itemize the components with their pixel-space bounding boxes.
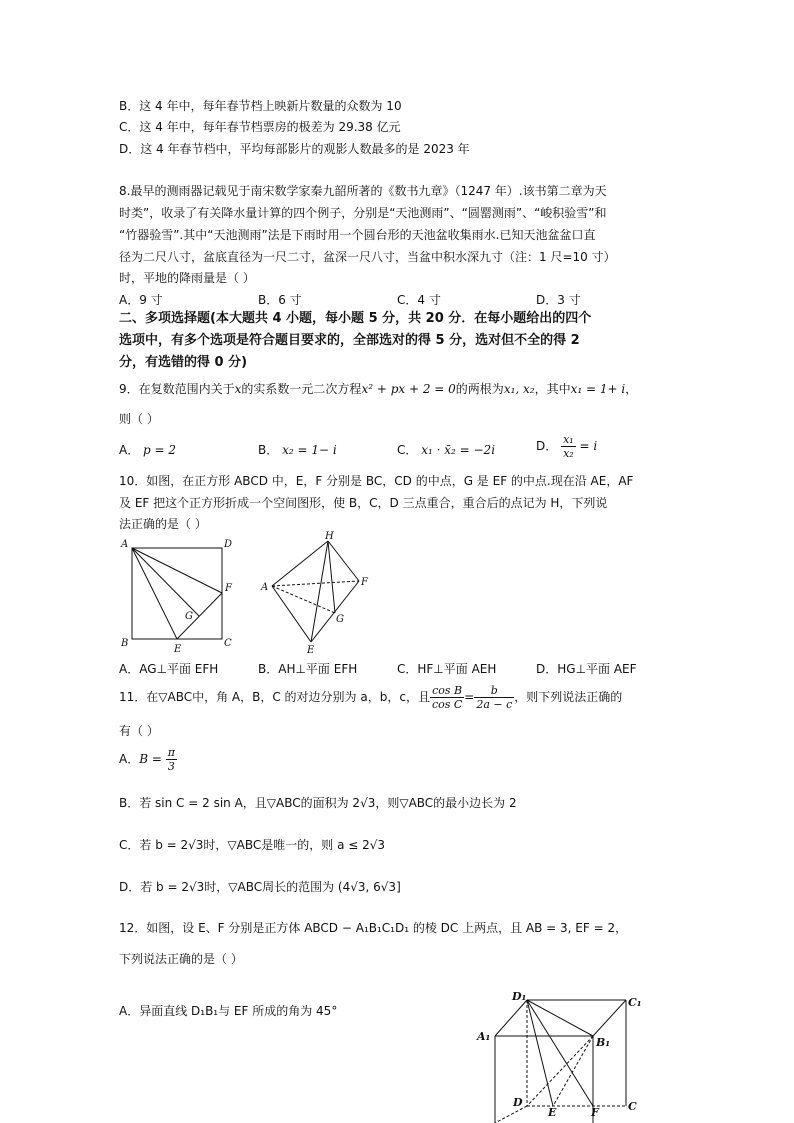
q9-equation: x² + px + 2 = 0 xyxy=(361,382,456,396)
q10-stem-line-1: 10．如图，在正方形 ABCD 中，E，F 分别是 BC，CD 的中点，G 是 EF 的中点.现在沿 AE，AF xyxy=(119,474,634,488)
label-a1: A₁ xyxy=(477,1030,491,1043)
label-c1: C₁ xyxy=(628,996,642,1009)
edge-d1a1 xyxy=(495,1000,527,1036)
q11-stem-line-2: 有（ ） xyxy=(119,724,159,738)
label-f2: F xyxy=(361,577,368,588)
label-f: F xyxy=(225,583,232,594)
segment-d1e xyxy=(527,1000,553,1106)
label-c: C xyxy=(224,638,232,649)
q9-stem-e: ， xyxy=(625,382,638,396)
q9-stem-line-2: 则（ ） xyxy=(119,412,159,426)
label-e: E xyxy=(548,1106,557,1119)
label-g2: G xyxy=(336,614,344,625)
q7-option-c: C．这 4 年中，每年春节档票房的极差为 29.38 亿元 xyxy=(119,120,401,134)
q11-frac1-denominator: cos C xyxy=(431,698,463,711)
q9-option-a xyxy=(119,441,176,459)
label-g: G xyxy=(185,611,193,622)
label-d1: D₁ xyxy=(512,990,527,1003)
segment-b1d-hidden xyxy=(527,1036,593,1106)
q9-option-d-label: D． xyxy=(536,439,558,453)
segment-d1b1 xyxy=(527,1000,593,1036)
q11-option-a-denominator: 3 xyxy=(167,760,175,773)
q11-option-c: C．若 b = 2√3时，▽ABC是唯一的，则 a ≤ 2√3 xyxy=(119,838,386,852)
q8-stem-line-3: “竹器验雪”.其中“天池测雨”法是下雨时用一个圆台形的天池盆收集雨水.已知天池盆盆口直 xyxy=(119,228,596,242)
label-b: B xyxy=(121,638,129,649)
q11-option-a-fraction xyxy=(166,746,177,773)
q12-cube-figure xyxy=(475,988,650,1123)
label-e: E xyxy=(174,644,182,653)
q11-stem-line-1 xyxy=(119,684,622,711)
q10-stem-line-3: 法正确的是（ ） xyxy=(119,517,207,531)
edge-hf xyxy=(328,541,359,581)
section-2-heading-line-3: 分，有选错的得 0 分) xyxy=(119,355,248,370)
q9-option-a-math: p = 2 xyxy=(143,443,177,457)
q10-option-c: C．HF⊥平面 AEH xyxy=(397,662,497,676)
q9-option-d xyxy=(536,433,597,460)
label-a2: A xyxy=(261,582,269,593)
q11-equals: = xyxy=(464,690,475,704)
q10-option-a: A．AG⊥平面 EFH xyxy=(119,662,219,676)
q8-option-d: D．3 寸 xyxy=(536,293,581,307)
q12-stem-line-2: 下列说法正确的是（ ） xyxy=(119,952,243,966)
q11-option-a-lhs: B = xyxy=(139,752,162,766)
q9-option-a-label: A． xyxy=(119,443,140,457)
q10-tetrahedron-figure xyxy=(258,530,373,654)
q9-option-d-numerator: x₁ xyxy=(563,433,574,446)
q11-stem-b: ，则下列说法正确的 xyxy=(514,690,623,704)
q9-var-x: x xyxy=(234,382,242,396)
q9-roots: x₁, x₂ xyxy=(503,382,535,396)
q10-stem-line-2: 及 EF 把这个正方形折成一个空间图形，使 B，C，D 三点重合，重合后的点记为 H，下列说 xyxy=(119,496,608,510)
q7-option-d: D．这 4 年春节档中，平均每部影片的观影人数最多的是 2023 年 xyxy=(119,142,470,156)
q9-stem-d: ，其中 xyxy=(534,382,571,396)
label-d: D xyxy=(224,539,233,550)
q8-stem-line-5: 时，平地的降雨量是（ ） xyxy=(119,271,255,285)
edge-fe xyxy=(311,581,359,642)
q8-option-a: A．9 寸 xyxy=(119,293,163,307)
q12-option-a: A．异面直线 D₁B₁与 EF 所成的角为 45° xyxy=(119,1004,338,1018)
q11-fraction-b xyxy=(474,684,514,711)
segment-ae xyxy=(132,548,177,639)
label-c: C xyxy=(628,1100,637,1113)
q11-option-a-numerator: π xyxy=(167,746,175,759)
q9-stem-b: 的实系数一元二次方程 xyxy=(241,382,362,396)
q9-stem-a: 9．在复数范围内关于 xyxy=(119,382,235,396)
q9-x1-value: x₁ = 1+ i xyxy=(570,382,626,396)
q10-square-figure xyxy=(118,535,240,653)
edge-he xyxy=(311,541,328,642)
q8-stem-line-1: 8.最早的测雨器记载见于南宋数学家秦九韶所著的《数书九章》（1247 年）.该书第二章为天 xyxy=(119,184,607,198)
label-e2: E xyxy=(307,645,315,654)
q8-stem-line-4: 径为二尺八寸，盆底直径为一尺二寸，盆深一尺八寸，当盆中积水深九寸（注：1 尺=10 寸） xyxy=(119,250,616,264)
label-f: F xyxy=(591,1106,599,1119)
q11-stem-a: 11．在▽ABC中，角 A，B，C 的对边分别为 a，b，c，且 xyxy=(119,690,430,704)
q11-frac1-numerator: cos B xyxy=(430,684,464,698)
section-2-heading-line-2: 选项中，有多个选项是符合题目要求的，全部选对的得 5 分，选对但不全的得 2 xyxy=(119,333,580,348)
q11-option-b: B．若 sin C = 2 sin A，且▽ABC的面积为 2√3，则▽ABC的最小边长为 2 xyxy=(119,796,517,810)
q9-stem-line-1 xyxy=(119,380,637,398)
edge-ha xyxy=(272,541,328,586)
q9-option-b xyxy=(258,441,337,459)
q9-option-b-label: B． xyxy=(258,443,279,457)
edge-af-hidden xyxy=(272,581,359,586)
q8-option-c: C．4 寸 xyxy=(397,293,441,307)
q9-option-c xyxy=(397,441,495,459)
q9-option-c-label: C． xyxy=(397,443,418,457)
q8-option-b: B．6 寸 xyxy=(258,293,302,307)
q11-option-a xyxy=(119,746,177,773)
segment-ag xyxy=(132,548,199,616)
q10-option-d: D．HG⊥平面 AEF xyxy=(536,662,637,676)
q11-option-a-label: A． xyxy=(119,752,140,766)
q11-option-d: D．若 b = 2√3时，▽ABC周长的范围为 (4√3, 6√3] xyxy=(119,880,401,894)
segment-af xyxy=(132,548,222,593)
q10-option-b: B．AH⊥平面 EFH xyxy=(258,662,358,676)
q8-stem-line-2: 时类”，收录了有关降水量计算的四个例子，分别是“天池测雨”、“圆罂测雨”、“峻积验雪”和 xyxy=(119,206,607,220)
q9-stem-c: 的两根为 xyxy=(455,382,504,396)
q9-option-d-rhs: = i xyxy=(579,439,598,453)
q11-fraction-cos xyxy=(430,684,464,711)
section-2-heading-line-1: 二、多项选择题(本大题共 4 小题，每小题 5 分，共 20 分．在每小题给出的四个 xyxy=(119,311,592,326)
q9-option-c-math: x₁ · x̄₂ = −2i xyxy=(421,443,496,457)
q9-option-d-fraction xyxy=(561,433,576,460)
q11-frac2-denominator: 2a − c xyxy=(476,698,513,711)
label-b1: B₁ xyxy=(596,1036,611,1049)
q9-option-b-math: x₂ = 1− i xyxy=(282,443,337,457)
q12-stem-line-1: 12．如图，设 E、F 分别是正方体 ABCD − A₁B₁C₁D₁ 的棱 DC 上两点，且 AB = 3, EF = 2， xyxy=(119,921,628,935)
q11-frac2-numerator: b xyxy=(474,684,514,698)
segment-d1f xyxy=(527,1000,593,1106)
label-h: H xyxy=(325,531,334,542)
q9-option-d-denominator: x₂ xyxy=(563,447,574,460)
label-d: D xyxy=(513,1096,523,1109)
edge-hg xyxy=(328,541,335,613)
edge-c1b1 xyxy=(593,1000,626,1036)
q7-option-b: B．这 4 年中，每年春节档上映新片数量的众数为 10 xyxy=(119,99,402,113)
label-a: A xyxy=(121,539,129,550)
